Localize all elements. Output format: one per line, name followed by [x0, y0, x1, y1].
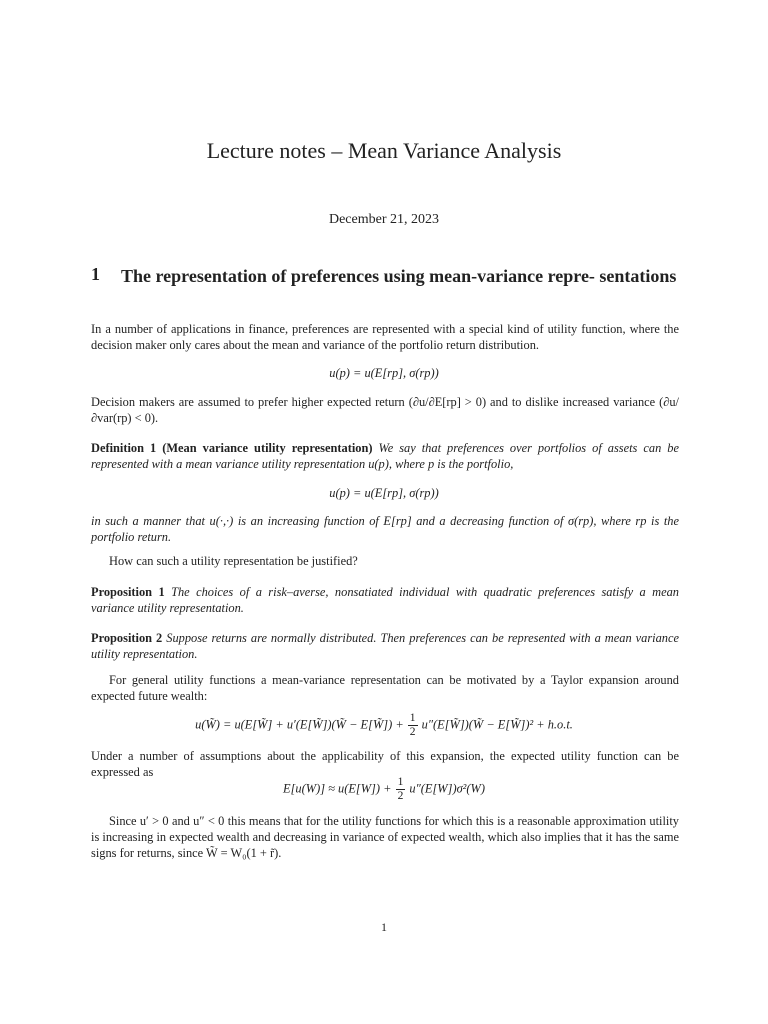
definition-1	[91, 440, 679, 472]
page-number: 1	[381, 920, 387, 934]
proposition-1-label: Proposition 1	[91, 585, 165, 599]
equation-3-left: u(W̃) = u(E[W̃] + u′(E[W̃])(W̃ − E[W̃]) +	[195, 717, 404, 732]
equation-4-right: u″(E[W])σ²(W)	[409, 781, 485, 796]
fraction-one-half-2	[396, 776, 406, 803]
proposition-1	[91, 584, 679, 616]
fraction-numerator-2: 1	[397, 776, 404, 788]
fraction-one-half	[408, 712, 418, 739]
definition-text: We say that preferences over portfolios of assets can be represented with a mean variance utility representation u(p), where p is the portfolio,	[91, 441, 679, 471]
fraction-denominator: 2	[409, 726, 416, 738]
page-title: Lecture notes – Mean Variance Analysis	[206, 138, 562, 163]
date: December 21, 2023	[328, 212, 440, 227]
proposition-2-label: Proposition 2	[91, 631, 163, 645]
equation-1: u(p) = u(E[rp], σ(rp))	[329, 366, 439, 380]
proposition-2-text: Suppose returns are normally distributed. Then preferences can be represented with a mean variance utility representation.	[91, 631, 679, 661]
equation-4	[0, 776, 768, 803]
equation-3-right: u″(E[W̃])(W̃ − E[W̃])² + h.o.t.	[421, 717, 573, 732]
paragraph-assumptions: Decision makers are assumed to prefer higher expected return (∂u/∂E[rp] > 0) and to dislike increased variance (∂u/∂var(rp) < 0).	[91, 395, 679, 425]
proposition-1-text: The choices of a risk–averse, nonsatiated individual with quadratic preferences satisfy a mean variance utility representation.	[91, 585, 679, 615]
proposition-2	[91, 630, 679, 662]
definition-label: Definition 1 (Mean variance utility representation)	[91, 441, 373, 455]
fraction-numerator: 1	[409, 712, 416, 724]
paragraph-expected-utility: Under a number of assumptions about the applicability of this expansion, the expected utility function can be expressed as	[91, 749, 679, 779]
equation-4-left: E[u(W)] ≈ u(E[W]) +	[283, 781, 392, 796]
equation-2: u(p) = u(E[rp], σ(rp))	[329, 486, 439, 500]
paragraph-conclusion: Since u′ > 0 and u″ < 0 this means that for the utility functions for which this is a reasonable approximation utility is increasing in expected wealth and decreasing in variance of expected wealth, which also implies that it has the same signs for returns, since W̃ = W₀(1 + r̃).	[91, 814, 679, 860]
definition-continuation: in such a manner that u(·,·) is an increasing function of E[rp] and a decreasing function of σ(rp), where rp is the portfolio return.	[91, 514, 679, 544]
paragraph-intro: In a number of applications in finance, preferences are represented with a special kind of utility function, where the decision maker only cares about the mean and variance of the portfolio return distribution.	[91, 322, 679, 352]
paragraph-taylor: For general utility functions a mean-variance representation can be motivated by a Taylor expansion around expected future wealth:	[91, 673, 679, 703]
fraction-denominator-2: 2	[397, 790, 404, 802]
section-title: The representation of preferences using mean-variance repre- sentations	[121, 266, 677, 286]
section-number: 1	[91, 264, 100, 284]
equation-3	[0, 712, 768, 739]
question-paragraph: How can such a utility representation be justified?	[109, 554, 358, 568]
